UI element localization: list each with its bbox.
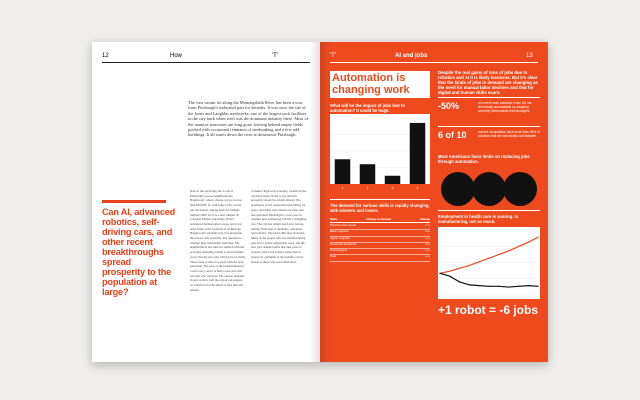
table-header-cell: Change (419, 217, 430, 221)
table-dots: ••••• (425, 229, 430, 234)
feature-title (330, 71, 430, 98)
table-row-label: Basic cognitive (330, 229, 349, 234)
bar-category-label: 2 (366, 186, 369, 190)
series-point (488, 258, 489, 259)
header-rule (102, 62, 310, 63)
title-line-2: changing work (332, 84, 410, 96)
series-point (469, 284, 470, 285)
chart-background (438, 227, 540, 299)
table-header-cell: Change in demand (366, 217, 392, 221)
robot-jobs-headline: +1 robot = -6 jobs (438, 303, 539, 317)
series-point (498, 254, 499, 255)
right-page (320, 42, 548, 362)
intro-paragraph: The vast vacant lot along the Monongahela River has been a scar from Pittsburgh's industrial past for decades. It was once the site of the Jones and Laughlin steelworks, one of the largest such facilities in the city back when steel was the dominant industry there. Most of the massive structures are long gone, leaving behind empty fields pocked with occasional remnants of steelmaking and a few odd buildings. It all stares down the river at downtown Pittsburgh. (188, 100, 309, 138)
pull-quote: Can AI, advanced robotics, self-driving cars, and other recent breakthroughs spread prosperity to the population at large? (102, 207, 176, 297)
bar (335, 159, 351, 184)
section-label: AI and jobs (395, 53, 428, 59)
table-row-label: Social and emotional (330, 241, 356, 246)
accent-bar (102, 200, 166, 203)
series-point (518, 246, 519, 247)
bar-category-label: 1 (341, 186, 344, 190)
stat-block (438, 126, 540, 152)
feature-intro: Despite the real gains of tons of jobs due to robotics and AI it is likely business. But it's clear that the kinds of jobs in demand are changing as the need for manual labor declines and that for digital and human skills soars. (438, 70, 538, 96)
series-point (508, 286, 509, 287)
chart-question-4: Employment in health care is soaring. In manufacturing, not so much. (438, 210, 540, 224)
bar (410, 123, 426, 184)
table-dots: ••••• (425, 248, 430, 253)
bar (385, 176, 401, 184)
series-point (528, 242, 529, 243)
series-point (449, 276, 450, 277)
bar (360, 164, 376, 184)
title-line-1: Automation is (332, 72, 406, 84)
series-point (449, 271, 450, 272)
left-page (92, 42, 320, 362)
table-dots: ••••• (425, 223, 430, 227)
opinion-circles-graphic (438, 168, 540, 208)
stat-value: 6 of 10 (438, 130, 467, 140)
corner-mark: 'T' (272, 53, 278, 59)
table-dots: ••••• (425, 254, 430, 259)
opinion-circle (503, 172, 537, 206)
series-point (479, 285, 480, 286)
section-label: How (170, 53, 183, 59)
skills-table (330, 218, 430, 262)
series-point (537, 237, 538, 238)
chart-question-2: Most Americans favor limits on replacing jobs through automation. (438, 154, 530, 164)
table-row-label: Total (330, 254, 336, 259)
series-point (528, 285, 529, 286)
stat-block (438, 97, 540, 123)
series-point (439, 273, 440, 274)
body-column-1: Next to the sprawling site is one of Pittsburgh's poorer neighborhoods, Hazelwood, where a house can go for less than $50,000. So with some of the vacant lots developed, among them is Carnegie Mellon's Mill 19. It is a new campus of Carnegie Mellon University, Uber's Advanced Technologies Group, and a few other firms at the forefront of technology. Hazelwood's residents now live alongside the newest tech economy. The question is whether they will benefit from that. The neighborhood has little in common with the economy emerging around it, and residents worry that the new jobs will not be for them. Those most at risk are people with the least education. The pace of the transformation is a real worry, and it is hard to see who will win and who will lose. The answer depends in part on how well the region can prepare its workforce for the kinds of jobs that will remain. (190, 189, 246, 292)
bar-category-label: 3 (391, 186, 394, 190)
series-point (518, 286, 519, 287)
bar-category-label: 4 (416, 186, 419, 190)
table-header-cell: Skills (330, 217, 338, 221)
chart-question-3: The demand for various skills is rapidly changing, with winners and losers. (330, 199, 430, 213)
table-row-label: Higher cognitive (330, 235, 351, 240)
series-point (537, 286, 538, 287)
series-point (479, 261, 480, 262)
series-point (498, 286, 499, 287)
series-point (469, 265, 470, 266)
page-number: 12 (102, 53, 109, 59)
magazine-spread (92, 42, 548, 362)
stat-text: of current work activities in the US are technically automatable by adapting currently demonstrated technologies. (478, 101, 532, 113)
table-dots: ••••• (425, 241, 430, 246)
opinion-circle (472, 172, 506, 206)
table-dots: ••••• (425, 235, 430, 240)
jobs-bar-chart (330, 114, 430, 192)
stat-text: current occupations have more than 30% of activities that are technically automatable. (478, 130, 540, 138)
opinion-circle (441, 172, 475, 206)
series-point (459, 268, 460, 269)
corner-mark: 'T' (330, 53, 336, 59)
table-row-label: Technological (330, 248, 347, 253)
series-point (508, 250, 509, 251)
series-point (488, 286, 489, 287)
chart-question-1: What will be the impact of jobs lost to automation? It could be huge. (330, 103, 405, 113)
page-number: 13 (526, 53, 533, 59)
table-row-label: Physical and manual (330, 223, 356, 227)
employment-line-chart (438, 227, 540, 299)
series-point (459, 281, 460, 282)
body-column-2: to make a high-tech economy. Leaders in the city have been careful to say that this prosperity should be widely shared. The population of the region has been falling for years, and many who remain are older and less educated. Pittsburgh is a test case for whether new technology can lift a struggling city. The city has rebuilt itself once before, turning from steel to medicine, education and robotics. The latest shift may be harder. Many of the people who lost manufacturing jobs never found comparable work, and the new jobs demand skills that take years to acquire. Still, local leaders argue there is reason for optimism, if the benefits can be spread to those who need them most. (251, 189, 307, 264)
header-rule (330, 62, 538, 63)
table-row (330, 255, 430, 261)
stat-value: -50% (438, 101, 460, 111)
